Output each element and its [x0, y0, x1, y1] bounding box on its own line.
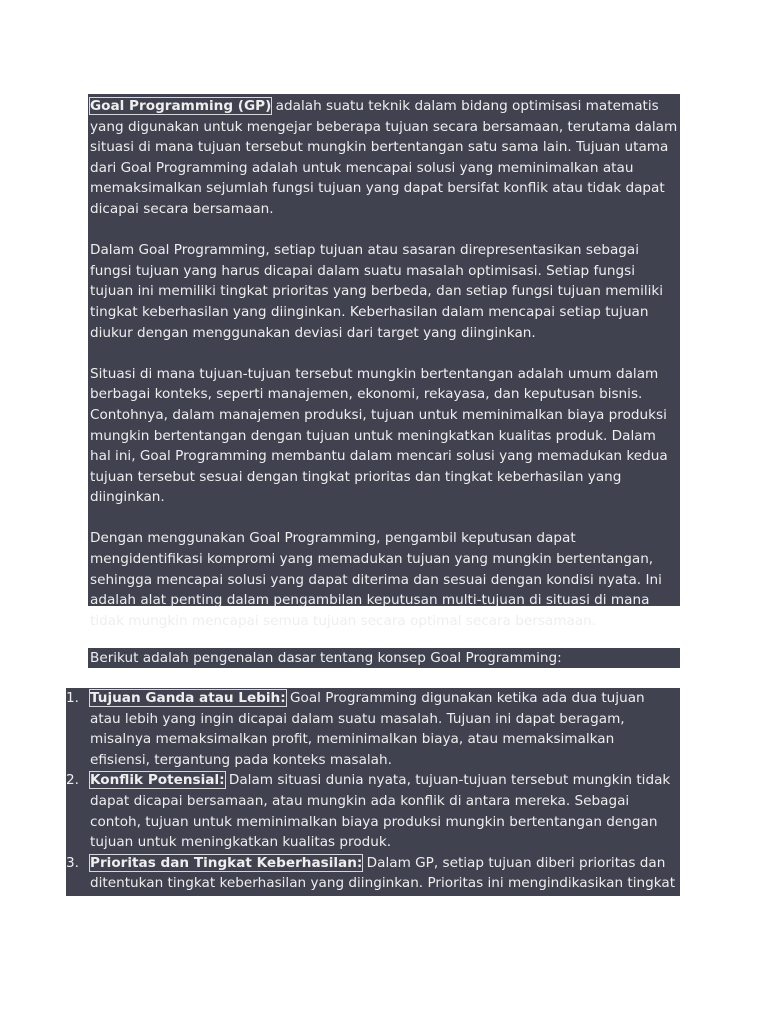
list-item-text: Dalam GP, setiap tujuan diberi prioritas dan ditentukan tingkat keberhasilan yang diinginkan. Prioritas ini mengindikasikan tingkat — [90, 854, 676, 892]
intro-section — [88, 94, 680, 629]
list-item-title: Konflik Potensial: — [90, 772, 225, 789]
intro-paragraph-1 — [90, 96, 680, 220]
concept-list — [66, 688, 680, 896]
goal-programming-term: Goal Programming (GP) — [90, 98, 272, 114]
intro-paragraph-1-text: adalah suatu teknik dalam bidang optimisasi matematis yang digunakan untuk mengejar beberapa tujuan secara bersamaan, terutama dalam situasi di mana tujuan tersebut mungkin bertentangan satu sama lain. Tujuan utama dari Goal Programming adalah untuk mencapai solusi yang meminimalkan atau memaksimalkan sejumlah fungsi tujuan yang dapat bersifat konflik atau tidak dapat dicapai secara bersamaan. — [90, 98, 678, 217]
list-item-number: 3. — [66, 854, 79, 871]
list-item-number: 1. — [66, 690, 79, 706]
list-item-text: Goal Programming digunakan ketika ada dua tujuan atau lebih yang ingin dicapai dalam suatu masalah. Tujuan ini dapat beragam, misalnya memaksimalkan profit, meminimalkan biaya, atau memaksimalkan efisiensi, tergantung pada konteks masalah. — [90, 690, 645, 768]
list-item — [66, 853, 680, 894]
intro-paragraph-4: Dengan menggunakan Goal Programming, pengambil keputusan dapat mengidentifikasi kompromi yang memadukan tujuan yang mungkin bertentangan, sehingga mencapai solusi yang dapat diterima dan sesuai dengan kondisi nyata. Ini adalah alat penting dalam pengambilan keputusan multi-tujuan di situasi di mana tidak mungkin mencapai semua tujuan secara optimal secara bersamaan. — [90, 530, 662, 629]
list-item — [66, 688, 680, 770]
list-item-title: Tujuan Ganda atau Lebih: — [90, 690, 286, 706]
intro-paragraph-2: Dalam Goal Programming, setiap tujuan atau sasaran direpresentasikan sebagai fungsi tujuan yang harus dicapai dalam suatu masalah optimisasi. Setiap fungsi tujuan ini memiliki tingkat prioritas yang berbeda, dan setiap fungsi tujuan memiliki tingkat keberhasilan yang diinginkan. Keberhasilan dalam mencapai setiap tujuan diukur dengan menggunakan deviasi dari target yang diinginkan. — [90, 242, 664, 341]
list-item-number: 2. — [66, 772, 79, 789]
intro-paragraph-3: Situasi di mana tujuan-tujuan tersebut mungkin bertentangan adalah umum dalam berbagai konteks, seperti manajemen, ekonomi, rekayasa, dan keputusan bisnis. Contohnya, dalam manajemen produksi, tujuan untuk meminimalkan biaya produksi mungkin bertentangan dengan tujuan untuk meningkatkan kualitas produk. Dalam hal ini, Goal Programming membantu dalam mencari solusi yang memadukan kedua tujuan tersebut sesuai dengan tingkat prioritas dan tingkat keberhasilan yang diinginkan. — [90, 365, 668, 506]
list-item-text: Dalam situasi dunia nyata, tujuan-tujuan tersebut mungkin tidak dapat dicapai bersamaan, atau mungkin ada konflik di antara mereka. Sebagai contoh, tujuan untuk meminimalkan biaya produksi mungkin bertentangan dengan tujuan untuk meningkatkan kualitas produk. — [90, 772, 671, 851]
list-item — [66, 770, 680, 852]
list-item-title: Prioritas dan Tingkat Keberhasilan: — [90, 854, 363, 871]
list-lead-in: Berikut adalah pengenalan dasar tentang konsep Goal Programming: — [88, 648, 680, 668]
